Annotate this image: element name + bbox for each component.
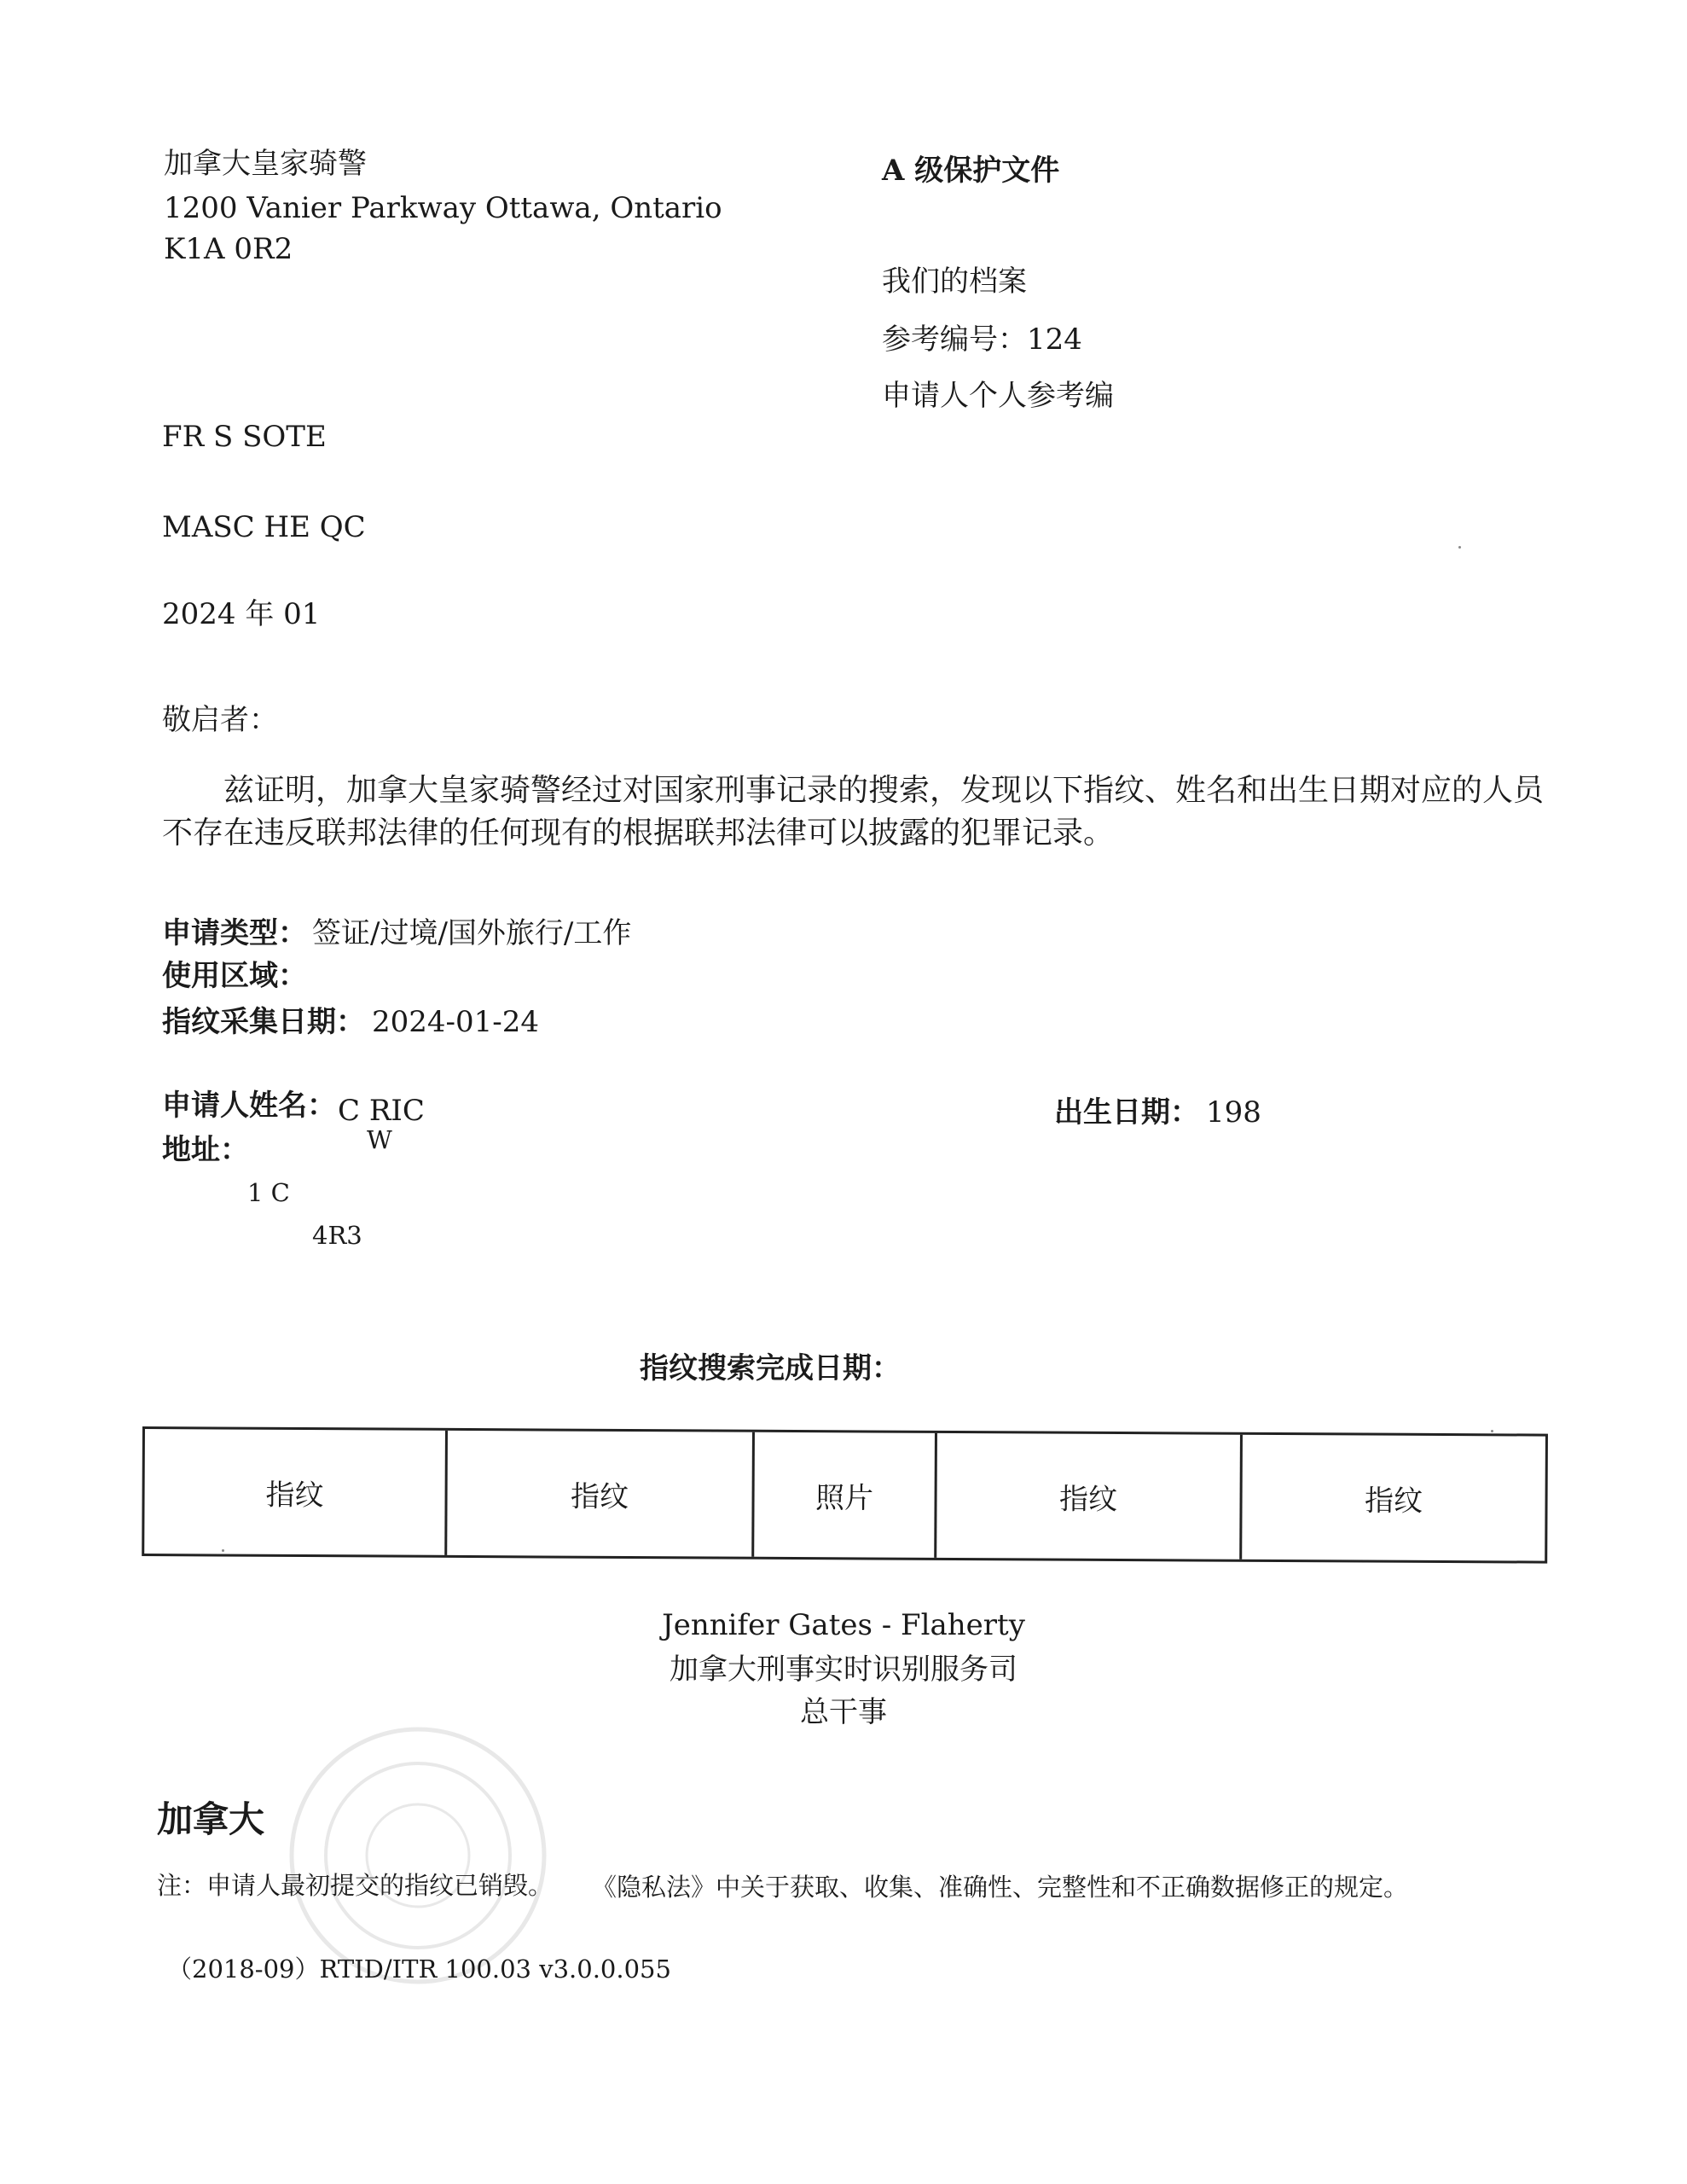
fingerprint-table <box>142 1426 1548 1564</box>
scan-speck <box>222 1549 224 1552</box>
country-wordmark: 加拿大 <box>157 1798 265 1840</box>
certification-paragraph <box>162 770 1561 855</box>
org-postal-code: K1A 0R2 <box>164 232 293 266</box>
fingerprint-date-label: 指纹采集日期： <box>162 1005 365 1039</box>
dob-partial: 198 <box>1206 1095 1261 1130</box>
org-name: 加拿大皇家骑警 <box>164 147 367 181</box>
application-type-label: 申请类型： <box>162 916 307 950</box>
address-label: 地址： <box>162 1133 249 1167</box>
usage-area-label: 使用区域： <box>162 959 307 993</box>
org-address: 1200 Vanier Parkway Ottawa, Ontario <box>164 191 722 225</box>
applicant-name-partial: C RIC <box>338 1094 425 1128</box>
recipient-address-partial: MASC HE QC <box>162 510 366 544</box>
recipient-name-partial: FR S SOTE <box>162 420 327 454</box>
applicant-name-label: 申请人姓名： <box>162 1089 336 1123</box>
fingerprint-date-value: 2024-01-24 <box>372 1005 540 1039</box>
scan-speck <box>1491 1430 1493 1432</box>
table-cell-fingerprint: 指纹 <box>1364 1484 1423 1519</box>
greeting: 敬启者： <box>162 703 278 737</box>
table-cell-fingerprint: 指纹 <box>144 1429 448 1555</box>
form-code: （2018-09）RTID/ITR 100.03 v3.0.0.055 <box>167 1955 671 1984</box>
dob-label: 出生日期： <box>1054 1095 1199 1130</box>
classification-label: A 级保护文件 <box>882 154 1060 188</box>
search-completed-label: 指纹搜索完成日期： <box>640 1351 901 1385</box>
signatory-name: Jennifer Gates - Flaherty <box>662 1608 1025 1642</box>
scan-speck <box>1458 546 1461 549</box>
applicant-reference: 申请人个人参考编 <box>882 379 1114 413</box>
notary-seal-icon <box>286 1723 550 1988</box>
letter-date-partial: 2024 年 01 <box>162 597 321 631</box>
reference-number: 参考编号：124 <box>882 322 1082 357</box>
address-partial-line3: 4R3 <box>312 1221 362 1250</box>
application-type-value: 签证/过境/国外旅行/工作 <box>312 916 632 950</box>
table-cell-photo: 照片 <box>754 1432 937 1558</box>
address-partial-line1: W <box>367 1125 392 1154</box>
table-cell-fingerprint: 指纹 <box>936 1433 1243 1560</box>
certification-text: 兹证明，加拿大皇家骑警经过对国家刑事记录的搜索，发现以下指纹、姓名和出生日期对应的人员不存在违反联邦法律的任何现有的根据联邦法律可以披露的犯罪记录。 <box>162 773 1545 851</box>
signatory-title: 总干事 <box>800 1695 887 1729</box>
signatory-department: 加拿大刑事实时识别服务司 <box>670 1653 1017 1687</box>
address-partial-line2: 1 C <box>247 1178 290 1207</box>
footer-note-start: 注：申请人最初提交的指纹已销毁。 <box>157 1871 554 1900</box>
our-file-label: 我们的档案 <box>882 264 1027 299</box>
footer-note-end: 《隐私法》中关于获取、收集、准确性、完整性和不正确数据修正的规定。 <box>592 1873 1409 1902</box>
table-cell-fingerprint: 指纹 <box>447 1431 755 1557</box>
